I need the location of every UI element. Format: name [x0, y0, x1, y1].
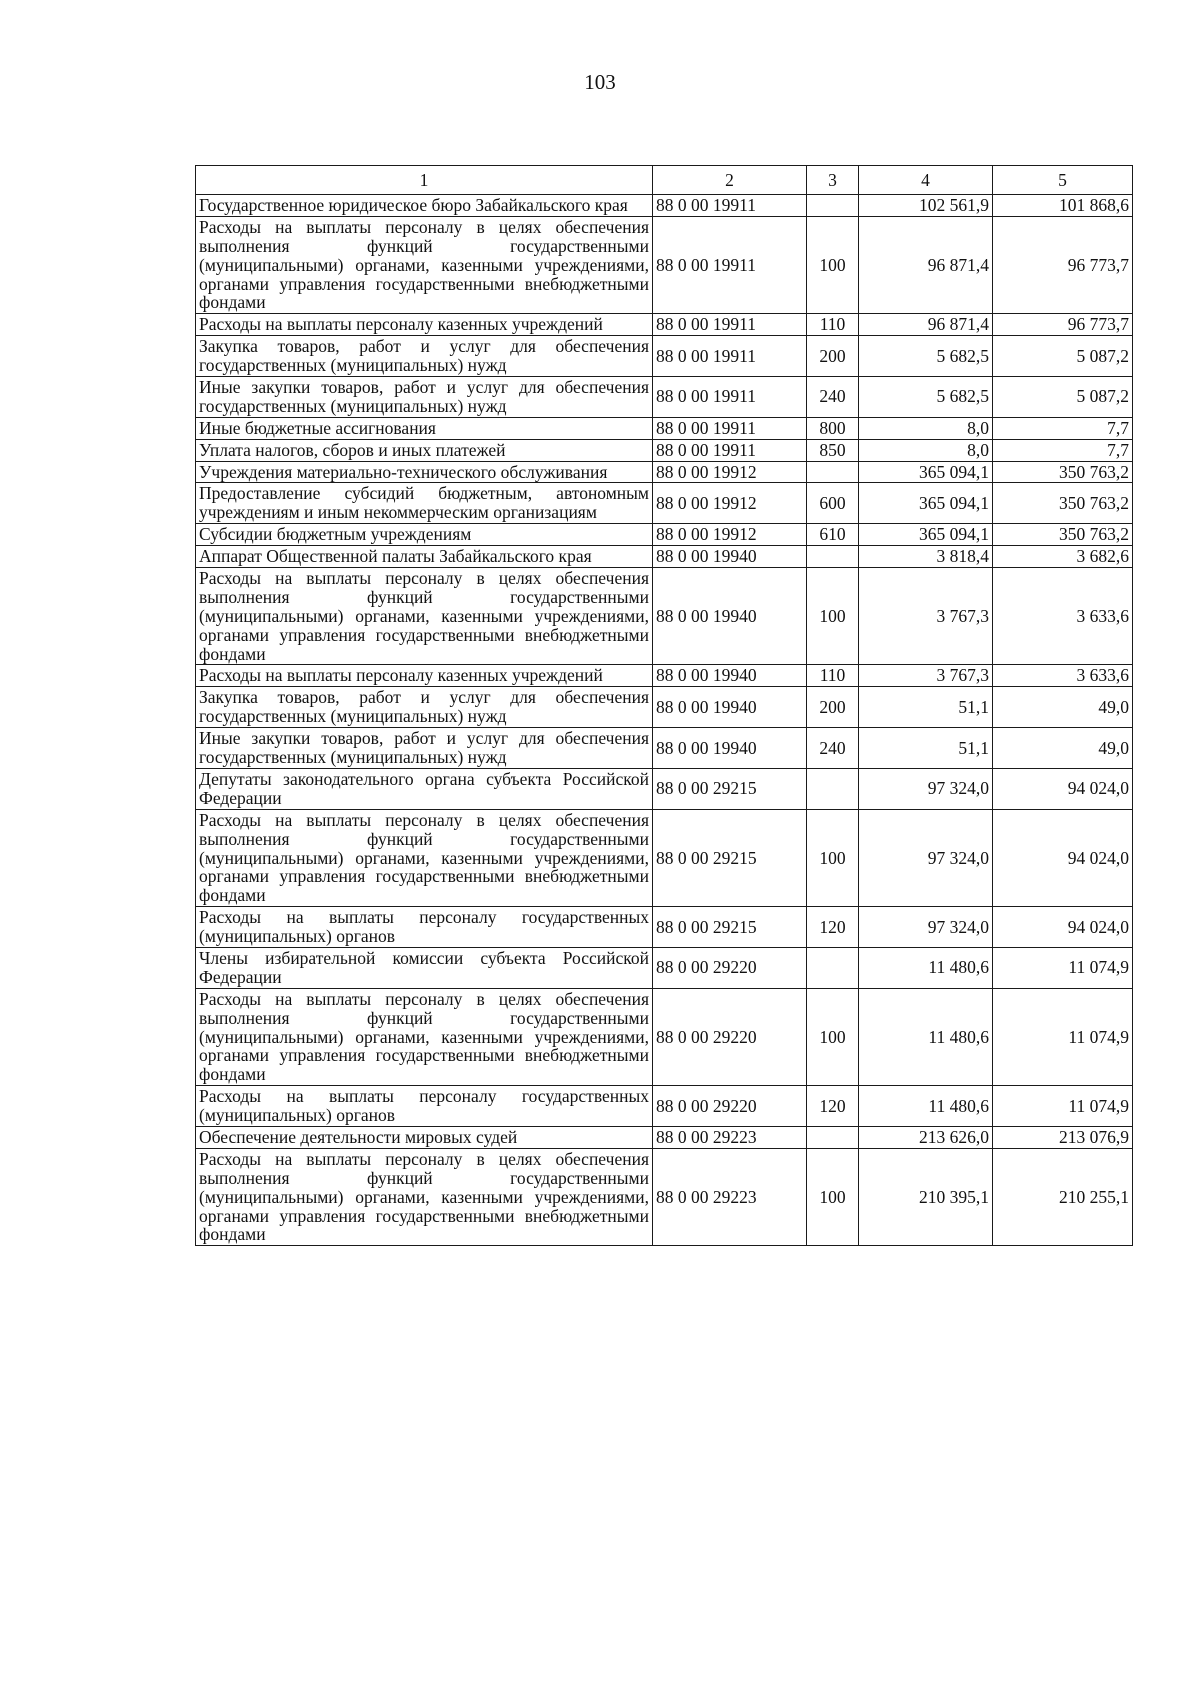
table-row — [196, 314, 1133, 336]
row-type-cell — [807, 195, 859, 217]
row-code-cell: 88 0 00 19911 — [653, 439, 807, 461]
table-row — [196, 216, 1133, 313]
row-value-4-cell: 365 094,1 — [859, 461, 993, 483]
row-name-cell: Иные закупки товаров, работ и услуг для обеспечения государственных (муниципальных) нужд — [196, 728, 653, 769]
row-code-cell: 88 0 00 19911 — [653, 314, 807, 336]
row-value-4-cell: 210 395,1 — [859, 1148, 993, 1245]
row-type-cell — [807, 768, 859, 809]
page-number: 103 — [584, 70, 616, 94]
header-col-1: 1 — [196, 166, 653, 195]
row-value-5-cell: 11 074,9 — [993, 947, 1133, 988]
row-code-cell: 88 0 00 29223 — [653, 1126, 807, 1148]
row-value-5-cell: 7,7 — [993, 439, 1133, 461]
row-value-4-cell: 51,1 — [859, 728, 993, 769]
row-value-5-cell: 94 024,0 — [993, 907, 1133, 948]
row-type-cell — [807, 1126, 859, 1148]
table-row — [196, 483, 1133, 524]
row-type-cell: 100 — [807, 568, 859, 665]
row-code-cell: 88 0 00 19912 — [653, 524, 807, 546]
row-name-cell: Иные закупки товаров, работ и услуг для обеспечения государственных (муниципальных) нужд — [196, 377, 653, 418]
row-code-cell: 88 0 00 29220 — [653, 947, 807, 988]
row-value-5-cell: 94 024,0 — [993, 768, 1133, 809]
row-name-cell: Государственное юридическое бюро Забайкальского края — [196, 195, 653, 217]
row-code-cell: 88 0 00 19911 — [653, 216, 807, 313]
row-type-cell — [807, 546, 859, 568]
row-name-cell: Расходы на выплаты персоналу государственных (муниципальных) органов — [196, 907, 653, 948]
row-type-cell: 240 — [807, 728, 859, 769]
row-type-cell — [807, 461, 859, 483]
row-code-cell: 88 0 00 29220 — [653, 1086, 807, 1127]
table-row — [196, 1126, 1133, 1148]
table-row — [196, 568, 1133, 665]
row-name-cell: Расходы на выплаты персоналу в целях обеспечения выполнения функций государственными (муниципальными) органами, казенными учреждениями, органами управления государственными внебюджетными фондами — [196, 216, 653, 313]
row-code-cell: 88 0 00 19940 — [653, 728, 807, 769]
table-body — [196, 195, 1133, 1246]
row-value-5-cell: 3 633,6 — [993, 665, 1133, 687]
row-type-cell: 120 — [807, 907, 859, 948]
row-value-4-cell: 3 767,3 — [859, 568, 993, 665]
table-row — [196, 546, 1133, 568]
row-value-5-cell: 49,0 — [993, 728, 1133, 769]
row-type-cell — [807, 947, 859, 988]
row-type-cell: 200 — [807, 687, 859, 728]
row-value-4-cell: 97 324,0 — [859, 768, 993, 809]
table-row — [196, 524, 1133, 546]
row-name-cell: Закупка товаров, работ и услуг для обеспечения государственных (муниципальных) нужд — [196, 336, 653, 377]
row-value-4-cell: 365 094,1 — [859, 524, 993, 546]
row-type-cell: 850 — [807, 439, 859, 461]
row-value-4-cell: 3 818,4 — [859, 546, 993, 568]
header-col-4: 4 — [859, 166, 993, 195]
row-value-4-cell: 213 626,0 — [859, 1126, 993, 1148]
row-value-4-cell: 8,0 — [859, 417, 993, 439]
row-value-4-cell: 51,1 — [859, 687, 993, 728]
row-type-cell: 240 — [807, 377, 859, 418]
row-type-cell: 100 — [807, 809, 859, 906]
row-value-5-cell: 7,7 — [993, 417, 1133, 439]
row-value-4-cell: 11 480,6 — [859, 988, 993, 1085]
row-value-4-cell: 5 682,5 — [859, 336, 993, 377]
row-type-cell: 110 — [807, 665, 859, 687]
row-value-5-cell: 96 773,7 — [993, 314, 1133, 336]
row-name-cell: Уплата налогов, сборов и иных платежей — [196, 439, 653, 461]
table-row — [196, 687, 1133, 728]
row-name-cell: Расходы на выплаты персоналу в целях обеспечения выполнения функций государственными (муниципальными) органами, казенными учреждениями, органами управления государственными внебюджетными фондами — [196, 568, 653, 665]
row-name-cell: Субсидии бюджетным учреждениям — [196, 524, 653, 546]
row-value-5-cell: 210 255,1 — [993, 1148, 1133, 1245]
row-code-cell: 88 0 00 19911 — [653, 377, 807, 418]
row-type-cell: 610 — [807, 524, 859, 546]
row-name-cell: Расходы на выплаты персоналу государственных (муниципальных) органов — [196, 1086, 653, 1127]
budget-table — [195, 165, 1133, 1246]
row-name-cell: Иные бюджетные ассигнования — [196, 417, 653, 439]
row-code-cell: 88 0 00 19912 — [653, 483, 807, 524]
row-value-4-cell: 102 561,9 — [859, 195, 993, 217]
row-name-cell: Депутаты законодательного органа субъекта Российской Федерации — [196, 768, 653, 809]
row-code-cell: 88 0 00 29215 — [653, 809, 807, 906]
row-name-cell: Учреждения материально-технического обслуживания — [196, 461, 653, 483]
row-value-5-cell: 5 087,2 — [993, 336, 1133, 377]
table-row — [196, 461, 1133, 483]
row-value-5-cell: 350 763,2 — [993, 524, 1133, 546]
table-row — [196, 728, 1133, 769]
table-row — [196, 195, 1133, 217]
table-row — [196, 439, 1133, 461]
table-row — [196, 665, 1133, 687]
row-name-cell: Расходы на выплаты персоналу в целях обеспечения выполнения функций государственными (муниципальными) органами, казенными учреждениями, органами управления государственными внебюджетными фондами — [196, 988, 653, 1085]
row-code-cell: 88 0 00 29223 — [653, 1148, 807, 1245]
row-value-4-cell: 97 324,0 — [859, 907, 993, 948]
row-value-5-cell: 11 074,9 — [993, 1086, 1133, 1127]
row-value-5-cell: 3 682,6 — [993, 546, 1133, 568]
row-type-cell: 600 — [807, 483, 859, 524]
table-row — [196, 417, 1133, 439]
row-value-5-cell: 5 087,2 — [993, 377, 1133, 418]
table-row — [196, 988, 1133, 1085]
table-row — [196, 768, 1133, 809]
row-name-cell: Члены избирательной комиссии субъекта Российской Федерации — [196, 947, 653, 988]
table-row — [196, 336, 1133, 377]
row-name-cell: Расходы на выплаты персоналу в целях обеспечения выполнения функций государственными (муниципальными) органами, казенными учреждениями, органами управления государственными внебюджетными фондами — [196, 809, 653, 906]
row-type-cell: 100 — [807, 216, 859, 313]
row-name-cell: Аппарат Общественной палаты Забайкальского края — [196, 546, 653, 568]
row-name-cell: Расходы на выплаты персоналу в целях обеспечения выполнения функций государственными (муниципальными) органами, казенными учреждениями, органами управления государственными внебюджетными фондами — [196, 1148, 653, 1245]
row-name-cell: Расходы на выплаты персоналу казенных учреждений — [196, 665, 653, 687]
row-code-cell: 88 0 00 19940 — [653, 687, 807, 728]
row-name-cell: Закупка товаров, работ и услуг для обеспечения государственных (муниципальных) нужд — [196, 687, 653, 728]
table-row — [196, 377, 1133, 418]
row-code-cell: 88 0 00 19911 — [653, 195, 807, 217]
row-value-4-cell: 3 767,3 — [859, 665, 993, 687]
row-code-cell: 88 0 00 19911 — [653, 417, 807, 439]
row-value-4-cell: 97 324,0 — [859, 809, 993, 906]
row-value-4-cell: 5 682,5 — [859, 377, 993, 418]
row-value-5-cell: 3 633,6 — [993, 568, 1133, 665]
header-row — [196, 166, 1133, 195]
row-name-cell: Обеспечение деятельности мировых судей — [196, 1126, 653, 1148]
row-value-5-cell: 94 024,0 — [993, 809, 1133, 906]
row-value-5-cell: 350 763,2 — [993, 461, 1133, 483]
row-value-5-cell: 11 074,9 — [993, 988, 1133, 1085]
row-type-cell: 200 — [807, 336, 859, 377]
row-value-5-cell: 101 868,6 — [993, 195, 1133, 217]
row-value-5-cell: 49,0 — [993, 687, 1133, 728]
row-value-5-cell: 96 773,7 — [993, 216, 1133, 313]
row-code-cell: 88 0 00 19940 — [653, 665, 807, 687]
row-code-cell: 88 0 00 19911 — [653, 336, 807, 377]
row-type-cell: 120 — [807, 1086, 859, 1127]
row-value-4-cell: 96 871,4 — [859, 216, 993, 313]
table-row — [196, 907, 1133, 948]
row-value-5-cell: 350 763,2 — [993, 483, 1133, 524]
row-name-cell: Расходы на выплаты персоналу казенных учреждений — [196, 314, 653, 336]
table-header — [196, 166, 1133, 195]
row-code-cell: 88 0 00 29215 — [653, 907, 807, 948]
row-code-cell: 88 0 00 29215 — [653, 768, 807, 809]
row-value-4-cell: 96 871,4 — [859, 314, 993, 336]
table-row — [196, 947, 1133, 988]
row-code-cell: 88 0 00 19940 — [653, 568, 807, 665]
row-value-4-cell: 8,0 — [859, 439, 993, 461]
header-col-3: 3 — [807, 166, 859, 195]
table-row — [196, 1148, 1133, 1245]
row-name-cell: Предоставление субсидий бюджетным, автономным учреждениям и иным некоммерческим организациям — [196, 483, 653, 524]
row-value-4-cell: 365 094,1 — [859, 483, 993, 524]
row-value-4-cell: 11 480,6 — [859, 1086, 993, 1127]
row-value-5-cell: 213 076,9 — [993, 1126, 1133, 1148]
header-col-2: 2 — [653, 166, 807, 195]
row-type-cell: 100 — [807, 1148, 859, 1245]
row-code-cell: 88 0 00 19912 — [653, 461, 807, 483]
row-type-cell: 110 — [807, 314, 859, 336]
header-col-5: 5 — [993, 166, 1133, 195]
row-value-4-cell: 11 480,6 — [859, 947, 993, 988]
row-code-cell: 88 0 00 19940 — [653, 546, 807, 568]
row-code-cell: 88 0 00 29220 — [653, 988, 807, 1085]
row-type-cell: 100 — [807, 988, 859, 1085]
row-type-cell: 800 — [807, 417, 859, 439]
table-row — [196, 1086, 1133, 1127]
table-row — [196, 809, 1133, 906]
